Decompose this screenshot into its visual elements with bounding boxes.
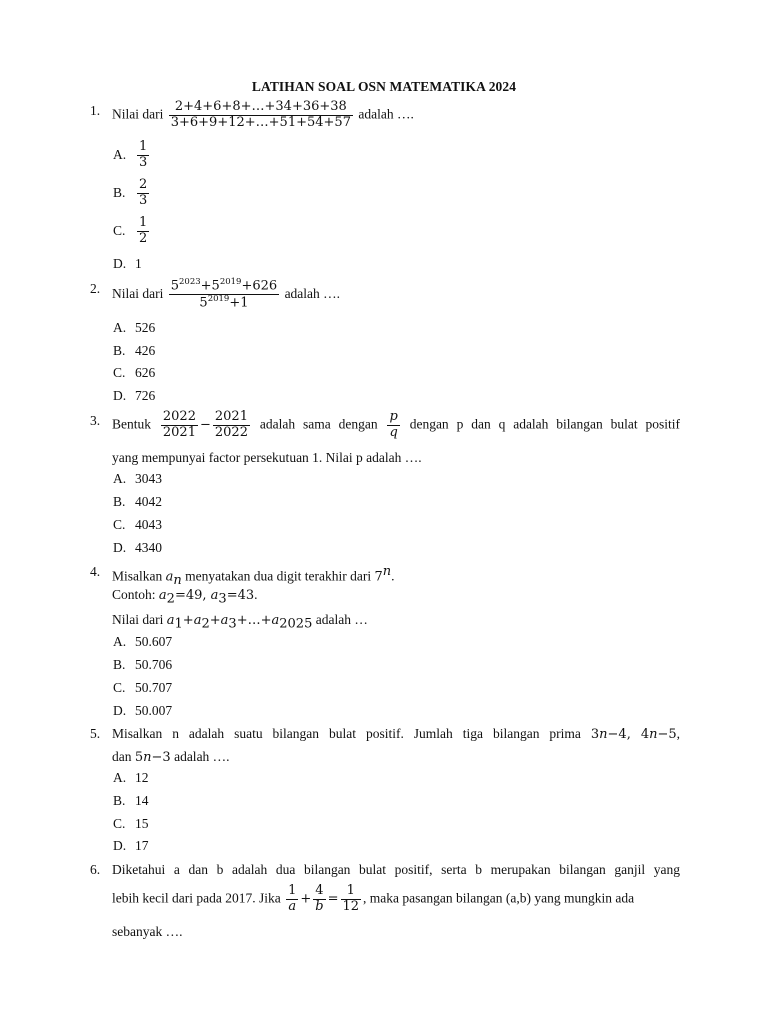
question-4-sum: Nilai dari $a_1+a_2+a_3+\dots+a_{2025}$ adalah … [112,612,368,632]
option-a: A. 12 [113,770,149,785]
fraction: $\frac{2}{3}$ [139,177,148,208]
option-d: D. 726 [113,388,156,403]
question-3: 3. Bentuk $\frac{2022}{2021}$ − $\frac{2021}{2022}$ adalah sama dengan $\frac{p}{q}$ dengan p dan q adalah bilangan bulat positif [90,409,681,440]
question-6-line-2: lebih kecil dari pada 2017. Jika $\frac{1}{a}$ + $\frac{4}{b}$ = $\frac{1}{12}$ , maka pasangan bilangan (a,b) yang mungkin ada [112,883,635,914]
option-a: A. 3043 [113,471,162,486]
question-number: 5. [90,726,101,741]
question-number: 3. [90,413,101,428]
option-c: C. $\frac{1}{2}$ [113,215,148,246]
question-5-line-2: dan 5n−3 adalah …. [112,749,230,765]
fraction: $\frac{4}{b}$ [315,883,324,914]
option-c: C. 15 [113,816,149,831]
question-4: 4. Misalkan $a_n$ menyatakan dua digit terakhir dari 7$^n$. [90,561,680,592]
fraction: $\frac{1}{3}$ [139,139,148,170]
option-a: A. $\frac{1}{3}$ [113,139,148,170]
fraction: $\frac{p}{q}$ [389,409,398,440]
option-d: D. 50.007 [113,703,173,718]
question-6: 6. Diketahui a dan b adalah dua bilangan bulat positif, serta b merupakan bilangan ganjil yang [90,859,680,881]
fraction: $\frac{1}{2}$ [139,215,148,246]
option-c: C. 4043 [113,517,162,532]
option-a: A. 50.607 [113,634,173,649]
fraction: $\frac{2+4+6+8+\dots+34+36+38}{3+6+9+12+\dots+51+54+57}$ [170,99,351,130]
option-c: C. 626 [113,365,156,380]
fraction: $\frac{1}{12}$ [342,883,360,914]
fraction: $\frac{2021}{2022}$ [214,409,248,440]
option-d: D. 17 [113,838,149,853]
question-text: Nilai dari [112,106,164,122]
question-number: 4. [90,564,101,579]
question-4-example: Contoh: $a_2=49$, $a_3=43$. [112,587,258,607]
option-d: D. 4340 [113,540,162,555]
question-number: 2. [90,281,101,296]
question-text: Nilai dari [112,285,164,301]
question-number: 6. [90,862,101,877]
question-1 [90,100,680,131]
option-b: B. 14 [113,793,149,808]
question-6-line-3: sebanyak …. [112,924,183,939]
option-a: A. 526 [113,320,156,335]
option-c: C. 50.707 [113,680,173,695]
option-b: B. 426 [113,343,156,358]
fraction: $\frac{2022}{2021}$ [162,409,196,440]
question-number: 1. [90,103,101,118]
option-b: B. $\frac{2}{3}$ [113,177,148,208]
option-b: B. 50.706 [113,657,173,672]
question-3-line-2: yang mempunyai factor persekutuan 1. Nilai p adalah …. [112,450,422,465]
question-5: 5. Misalkan n adalah suatu bilangan bulat positif. Jumlah tiga bilangan prima 3n−4, 4n−5, [90,723,680,746]
question-text: adalah …. [358,106,414,122]
fraction: $\frac{5^{2023}+5^{2019}+626}{5^{2019}+1}$ [170,277,278,311]
option-b: B. 4042 [113,494,162,509]
option-d: D. 1 [113,256,142,271]
fraction: $\frac{1}{a}$ [288,883,297,914]
question-2 [90,278,680,312]
page-title: LATIHAN SOAL OSN MATEMATIKA 2024 [251,79,517,94]
question-text: adalah …. [284,285,341,301]
